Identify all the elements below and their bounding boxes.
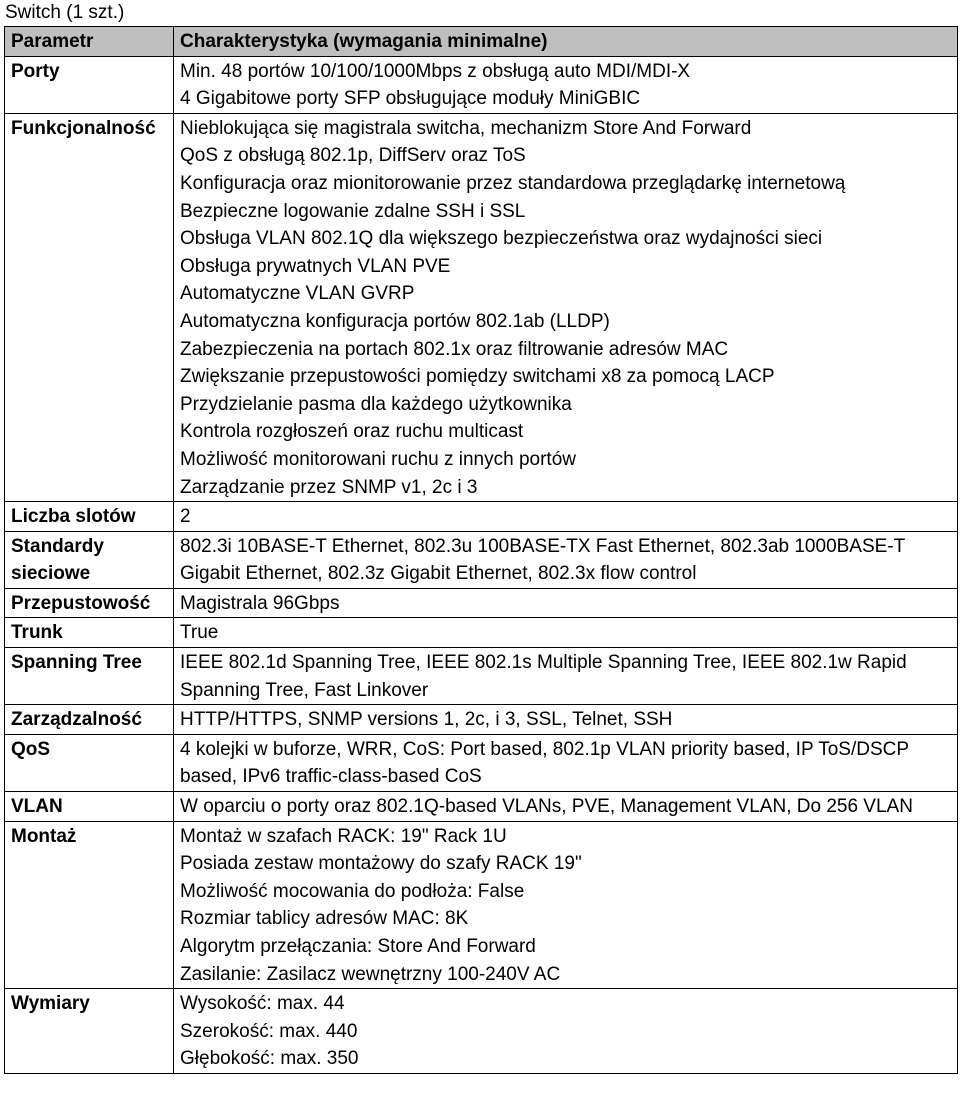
- row-spec: [174, 502, 958, 532]
- header-param: Parametr: [5, 27, 174, 57]
- row-param: VLAN: [5, 792, 174, 822]
- table-row: [5, 502, 958, 532]
- row-param: Zarządzalność: [5, 705, 174, 735]
- spec-line: W oparciu o porty oraz 802.1Q-based VLANs, PVE, Management VLAN, Do 256 VLAN: [180, 796, 913, 818]
- row-param: Wymiary: [5, 989, 174, 1074]
- row-spec: [174, 531, 958, 588]
- spec-line: Możliwość monitorowani ruchu z innych portów: [180, 448, 576, 470]
- table-row: [5, 792, 958, 822]
- spec-line: Algorytm przełączania: Store And Forward: [180, 936, 536, 957]
- row-spec: [174, 56, 958, 113]
- spec-line: Głębokość: max. 350: [180, 1048, 359, 1070]
- row-param: Funkcjonalność: [5, 113, 174, 501]
- spec-line: Zasilanie: Zasilacz wewnętrzny 100-240V AC: [180, 963, 561, 985]
- spec-line: Zarządzanie przez SNMP v1, 2c i 3: [180, 476, 478, 498]
- row-spec: [174, 792, 958, 822]
- spec-line: HTTP/HTTPS, SNMP versions 1, 2c, i 3, SSL, Telnet, SSH: [180, 709, 673, 731]
- row-param: Porty: [5, 56, 174, 113]
- table-row: [5, 618, 958, 648]
- spec-line: IEEE 802.1d Spanning Tree, IEEE 802.1s Multiple Spanning Tree, IEEE 802.1w Rapid Spanning Tree, Fast Linkover: [180, 652, 907, 701]
- row-spec: [174, 648, 958, 705]
- spec-line: Zabezpieczenia na portach 802.1x oraz filtrowanie adresów MAC: [180, 338, 729, 360]
- row-spec: [174, 989, 958, 1074]
- spec-line: Bezpieczne logowanie zdalne SSH i SSL: [180, 200, 526, 222]
- spec-line: Kontrola rozgłoszeń oraz ruchu multicast: [180, 421, 524, 443]
- table-row: [5, 734, 958, 791]
- spec-line: Możliwość mocowania do podłoża: False: [180, 880, 525, 902]
- spec-line: Automatyczne VLAN GVRP: [180, 283, 415, 305]
- spec-line: Rozmiar tablicy adresów MAC: 8K: [180, 908, 469, 930]
- spec-line: 4 kolejki w buforze, WRR, CoS: Port based, 802.1p VLAN priority based, IP ToS/DSCP based, IPv6 traffic-class-based CoS: [180, 738, 909, 788]
- header-spec: Charakterystyka (wymagania minimalne): [174, 27, 958, 57]
- table-row: [5, 588, 958, 618]
- spec-line: Min. 48 portów 10/100/1000Mbps z obsługą auto MDI/MDI-X: [180, 60, 691, 82]
- row-param: QoS: [5, 734, 174, 791]
- table-row: [5, 113, 958, 501]
- spec-line: True: [180, 622, 219, 644]
- spec-line: 802.3i 10BASE-T Ethernet, 802.3u 100BASE-TX Fast Ethernet, 802.3ab 1000BASE-T Gigabit Ethernet, 802.3z Gigabit Ethernet, 802.3x flow control: [180, 535, 905, 585]
- table-caption: Switch (1 szt.): [5, 2, 125, 23]
- spec-table: [4, 26, 958, 1074]
- table-row: [5, 531, 958, 588]
- row-param: Spanning Tree: [5, 648, 174, 705]
- row-spec: [174, 821, 958, 989]
- table-row: [5, 989, 958, 1074]
- row-param: Standardy sieciowe: [5, 531, 174, 588]
- spec-line: Obsługa prywatnych VLAN PVE: [180, 255, 451, 277]
- row-param: Przepustowość: [5, 588, 174, 618]
- spec-line: Posiada zestaw montażowy do szafy RACK 19": [180, 853, 582, 875]
- table-row: [5, 821, 958, 989]
- spec-line: 4 Gigabitowe porty SFP obsługujące moduły MiniGBIC: [180, 88, 641, 110]
- spec-line: Obsługa VLAN 802.1Q dla większego bezpieczeństwa oraz wydajności sieci: [180, 228, 823, 250]
- row-spec: [174, 734, 958, 791]
- spec-line: Automatyczna konfiguracja portów 802.1ab (LLDP): [180, 310, 610, 332]
- row-param: Liczba slotów: [5, 502, 174, 532]
- table-row: [5, 648, 958, 705]
- row-param: Montaż: [5, 821, 174, 989]
- spec-line: Konfiguracja oraz mionitorowanie przez standardowa przeglądarkę internetową: [180, 172, 846, 194]
- row-spec: [174, 588, 958, 618]
- spec-line: QoS z obsługą 802.1p, DiffServ oraz ToS: [180, 145, 526, 167]
- spec-line: Magistrala 96Gbps: [180, 592, 340, 614]
- row-spec: [174, 113, 958, 501]
- row-param: Trunk: [5, 618, 174, 648]
- spec-line: Przydzielanie pasma dla każdego użytkownika: [180, 393, 572, 415]
- row-spec: [174, 618, 958, 648]
- table-header-row: [5, 27, 958, 57]
- spec-line: Montaż w szafach RACK: 19" Rack 1U: [180, 825, 507, 847]
- spec-line: Nieblokująca się magistrala switcha, mechanizm Store And Forward: [180, 117, 752, 139]
- table-row: [5, 56, 958, 113]
- table-row: [5, 705, 958, 735]
- row-spec: [174, 705, 958, 735]
- spec-line: 2: [180, 506, 191, 528]
- spec-line: Szerokość: max. 440: [180, 1020, 358, 1042]
- spec-line: Zwiększanie przepustowości pomiędzy switchami x8 za pomocą LACP: [180, 366, 775, 388]
- spec-line: Wysokość: max. 44: [180, 993, 345, 1015]
